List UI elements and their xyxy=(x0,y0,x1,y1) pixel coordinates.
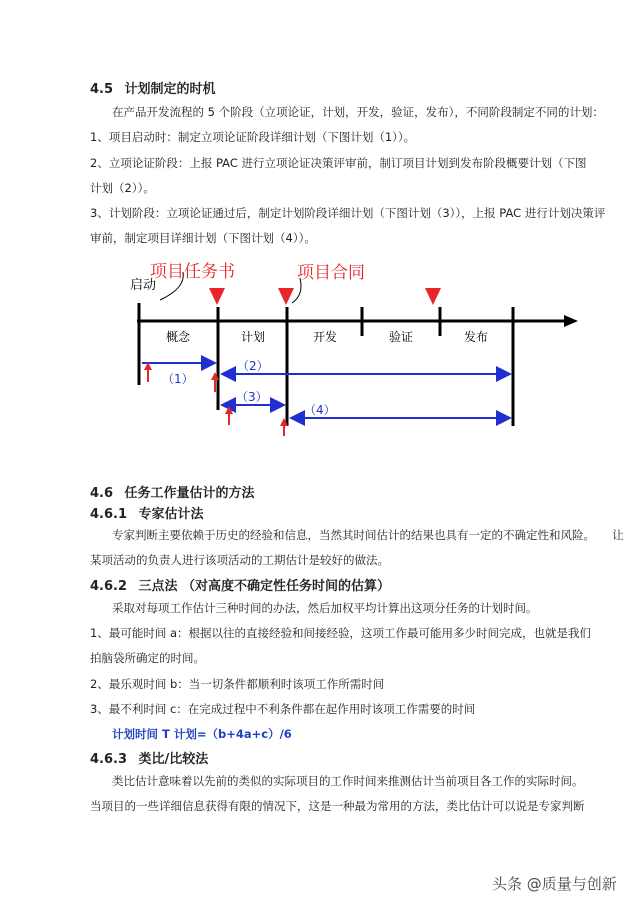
section-number: 4.5 xyxy=(90,82,114,97)
list-item: 3、最不利时间 c：在完成过程中不利条件都在起作用时该项工作需要的时间 xyxy=(90,702,476,716)
milestone-triangle xyxy=(278,288,294,305)
phase-label: 发布 xyxy=(463,330,489,344)
intro-paragraph: 在产品开发流程的 5 个阶段（立项论证，计划，开发，验证，发布），不同阶段制定不同的计划： xyxy=(112,105,604,119)
section-number: 4.6 xyxy=(90,486,114,501)
three-point-formula: 计划时间 T 计划=（b+4a+c）/6 xyxy=(112,727,292,741)
section-4-6-3-heading xyxy=(90,748,208,767)
paragraph-continuation: 某项活动的负责人进行该项活动的工期估计是较好的做法。 xyxy=(90,553,389,567)
phase-label: 开发 xyxy=(312,330,338,344)
subsection-title: 类比/比较法 xyxy=(138,752,209,767)
section-4-6-1-heading xyxy=(90,503,204,522)
plan-label: （1） xyxy=(162,372,194,386)
plan-label: （3） xyxy=(236,390,268,404)
list-item-continuation: 审前，制定项目详细计划（下图计划（4））。 xyxy=(90,231,316,245)
list-item: 1、最可能时间 a：根据以往的直接经验和间接经验，这项工作最可能用多少时间完成，也就是我们 xyxy=(90,626,592,640)
list-item: 2、最乐观时间 b：当一切条件都顺利时该项工作所需时间 xyxy=(90,677,385,691)
section-title: 任务工作量估计的方法 xyxy=(124,486,255,501)
subsection-number: 4.6.2 xyxy=(90,579,128,594)
subsection-title: 专家估计法 xyxy=(138,507,204,522)
paragraph: 采取对每项工作估计三种时间的办法，然后加权平均计算出这项分任务的计划时间。 xyxy=(112,601,538,615)
section-title: 计划制定的时机 xyxy=(124,82,216,97)
subsection-number: 4.6.1 xyxy=(90,507,128,522)
timeline-axis-arrowhead xyxy=(564,315,578,327)
paragraph-continuation: 当项目的一些详细信息获得有限的情况下，这是一种最为常用的方法，类比估计可以说是专家判断 xyxy=(90,799,585,813)
section-4-6-heading xyxy=(90,482,255,501)
callout-task-book-text: 项目任务书 xyxy=(150,262,235,282)
plan-label: （2） xyxy=(237,359,269,373)
callout-contract-text: 项目合同 xyxy=(297,263,365,283)
section-4-6-2-heading xyxy=(90,575,390,594)
phase-label: 概念 xyxy=(165,330,191,344)
subsection-title: 三点法 （对高度不确定性任务时间的估算） xyxy=(138,579,391,594)
phase-label: 计划 xyxy=(240,330,266,344)
plan-label: （4） xyxy=(304,403,336,417)
watermark: 头条 @质量与创新 xyxy=(492,875,617,893)
list-item: 1、项目启动时：制定立项论证阶段详细计划（下图计划（1））。 xyxy=(90,130,416,144)
paragraph: 专家判断主要依赖于历史的经验和信息，当然其时间估计的结果也具有一定的不确定性和风险。 让 xyxy=(112,528,624,542)
start-label: 启动 xyxy=(130,278,157,293)
list-item-continuation: 拍脑袋所确定的时间。 xyxy=(90,651,205,665)
milestone-triangle xyxy=(425,288,441,305)
milestone-triangle xyxy=(209,288,225,305)
subsection-number: 4.6.3 xyxy=(90,752,128,767)
paragraph: 类比估计意味着以先前的类似的实际项目的工作时间来推测估计当前项目各工作的实际时间。 xyxy=(112,774,584,788)
phase-label: 验证 xyxy=(388,330,414,344)
callout-contract xyxy=(292,263,365,303)
callout-task-book xyxy=(150,262,235,300)
list-item: 2、立项论证阶段：上报 PAC 进行立项论证决策评审前，制订项目计划到发布阶段概要计划（下图 xyxy=(90,156,587,170)
list-item: 3、计划阶段：立项论证通过后，制定计划阶段详细计划（下图计划（3）），上报 PAC 进行计划决策评 xyxy=(90,206,606,220)
list-item-continuation: 计划（2））。 xyxy=(90,181,155,195)
